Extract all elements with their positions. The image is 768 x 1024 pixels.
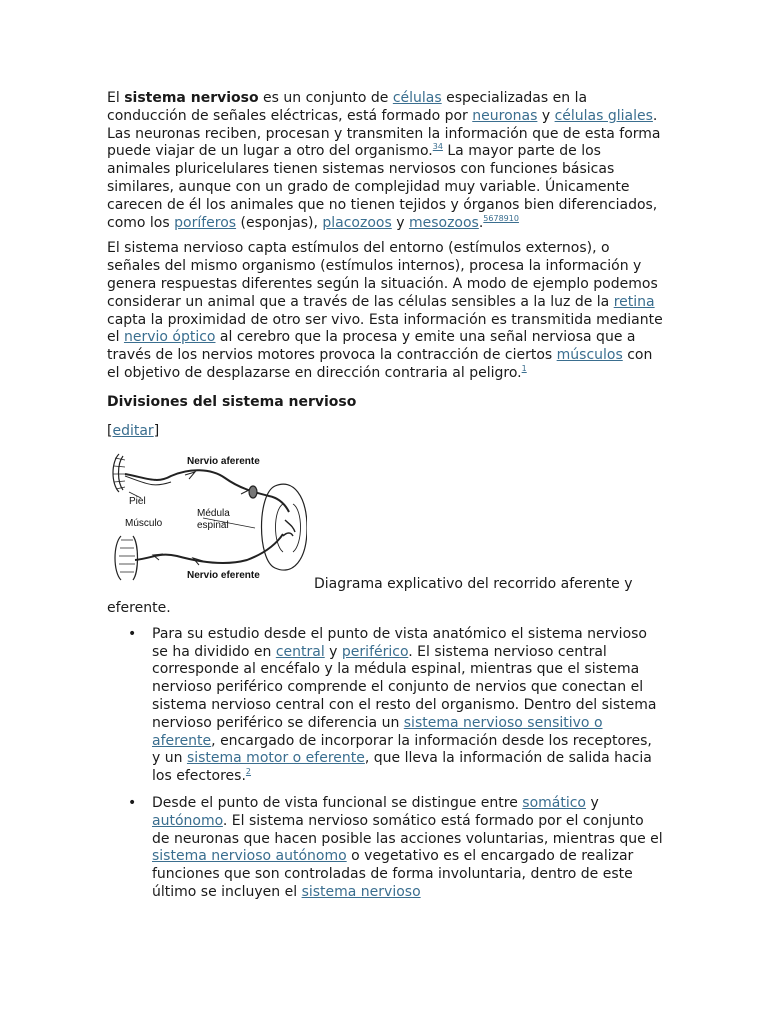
citation-ref	[483, 214, 519, 223]
ganglion	[249, 486, 257, 498]
divisions-list	[107, 626, 663, 915]
link-celulas[interactable]: células	[392, 90, 442, 106]
citation-ref	[246, 767, 251, 776]
edit-link[interactable]: editar	[112, 422, 154, 439]
bracket: [	[107, 422, 113, 439]
text: . El sistema nervioso somático está formado por el conjunto de neuronas que hacen posible las acciones voluntarias, mientras que el	[152, 812, 663, 847]
text: La mayor parte de los animales pluricelulares tienen sistemas nerviosos con funciones básicas similares, aunque con un grado de complejidad muy variable. Únicamente carecen de él los animales que no tienen tejidos y órganos bien diferenciados, como los	[107, 143, 658, 231]
intro-paragraph	[107, 90, 663, 232]
label-cord-1: Médula	[197, 507, 230, 519]
link-mesozoos[interactable]: mesozoos	[408, 214, 479, 231]
label-afferent: Nervio aferente	[187, 455, 260, 467]
label-efferent: Nervio eferente	[187, 569, 260, 581]
text: (esponjas),	[236, 214, 323, 231]
afferent-branch	[125, 476, 171, 485]
link-placozoos[interactable]: placozoos	[322, 214, 392, 231]
figure-caption-end: eferente.	[107, 599, 171, 616]
text: . El sistema nervioso central corresponde al encéfalo y la médula espinal, mientras que el sistema nervioso periférico comprende el conjunto de nervios que conectan el sistema nervioso central con el resto del organismo. Dentro del sistema nervioso periférico se diferencia un	[152, 643, 657, 731]
list-item	[107, 626, 663, 786]
label-skin: Piel	[129, 495, 146, 507]
label-muscle: Músculo	[125, 517, 163, 529]
skin-layer	[119, 456, 124, 490]
link-sistema-nervioso[interactable]: sistema nervioso	[301, 883, 421, 900]
text: especializadas en la conducción de señales eléctricas, está formado por	[107, 90, 588, 124]
muscle-outline	[133, 536, 138, 580]
text: y	[537, 107, 555, 124]
text: .	[478, 214, 484, 231]
citation-link[interactable]: 34	[432, 142, 443, 152]
section-heading: Divisiones del sistema nervioso	[107, 393, 357, 410]
citation-ref	[433, 142, 443, 151]
link-periferico[interactable]: periférico	[341, 643, 409, 660]
text: al cerebro que la procesa y emite una señal nerviosa que a través de los nervios motores provoca la contracción de ciertos	[107, 329, 636, 364]
text: y	[324, 643, 342, 660]
afferent-nerve-path	[125, 470, 289, 512]
muscle-outline	[115, 536, 121, 580]
text: o vegetativo es el encargado de realizar funciones que son controladas de forma involuntaria, dentro de este último se incluyen el	[152, 848, 634, 900]
text: capta la proximidad de otro ser vivo. Esta información es transmitida mediante el	[107, 311, 663, 346]
reflex-arc-diagram	[107, 448, 307, 588]
text: con el objetivo de desplazarse en dirección contraria al peligro.	[107, 347, 653, 381]
text: Para su estudio desde el punto de vista anatómico el sistema nervioso se ha dividido en	[152, 625, 647, 660]
link-somatico[interactable]: somático	[522, 794, 586, 811]
text: El sistema nervioso capta estímulos del entorno (estímulos externos), o señales del mismo organismo (estímulos internos), procesa la información y genera respuestas diferentes según la situación. A modo de ejemplo podemos considerar un animal que a través de las células sensibles a la luz de la	[107, 240, 658, 310]
text: es un conjunto de	[258, 90, 393, 106]
citation-ref	[522, 364, 527, 373]
link-retina[interactable]: retina	[613, 293, 655, 310]
text: El	[107, 90, 125, 106]
edit-section	[107, 422, 663, 440]
citation-link[interactable]: 2	[245, 767, 252, 777]
bullet-icon: •	[128, 625, 137, 642]
figure-caption: Diagrama explicativo del recorrido aferente y	[314, 575, 633, 592]
stimulus-paragraph	[107, 240, 663, 382]
synapse-lines	[283, 520, 295, 536]
text: y	[586, 794, 599, 811]
term-sistema-nervioso: sistema nervioso	[124, 90, 259, 106]
text: . Las neuronas reciben, procesan y transmiten la información que de esta forma puede viajar de un lugar a otro del organismo.	[107, 107, 661, 160]
citation-link[interactable]: 1	[521, 363, 527, 373]
link-poriferos[interactable]: poríferos	[174, 214, 237, 231]
link-musculos[interactable]: músculos	[556, 347, 623, 364]
link-sistema-sensitivo[interactable]: sistema nervioso sensitivo o aferente	[152, 714, 603, 749]
label-cord-2: espinal	[197, 519, 229, 531]
text: y	[391, 214, 409, 231]
link-celulas-gliales[interactable]: células gliales	[554, 107, 653, 124]
link-nervio-optico[interactable]: nervio óptico	[123, 329, 216, 346]
figure	[107, 448, 663, 598]
article-body	[107, 90, 663, 915]
link-autonomo[interactable]: autónomo	[152, 812, 223, 829]
citation-link[interactable]: 5678910	[483, 213, 519, 223]
link-sistema-motor[interactable]: sistema motor o eferente	[186, 750, 365, 767]
bullet-icon: •	[128, 794, 137, 811]
link-neuronas[interactable]: neuronas	[472, 107, 538, 124]
link-central[interactable]: central	[275, 643, 325, 660]
muscle-fibers	[119, 540, 135, 572]
text: Desde el punto de vista funcional se distingue entre	[152, 794, 523, 811]
arrow-icon	[185, 472, 195, 479]
text: , encargado de incorporar la información desde los receptores, y un	[152, 732, 652, 767]
list-item	[107, 795, 663, 915]
bracket: ]	[153, 422, 160, 439]
text: , que lleva la información de salida hacia los efectores.	[152, 750, 652, 785]
link-sistema-autonomo[interactable]: sistema nervioso autónomo	[152, 848, 347, 865]
